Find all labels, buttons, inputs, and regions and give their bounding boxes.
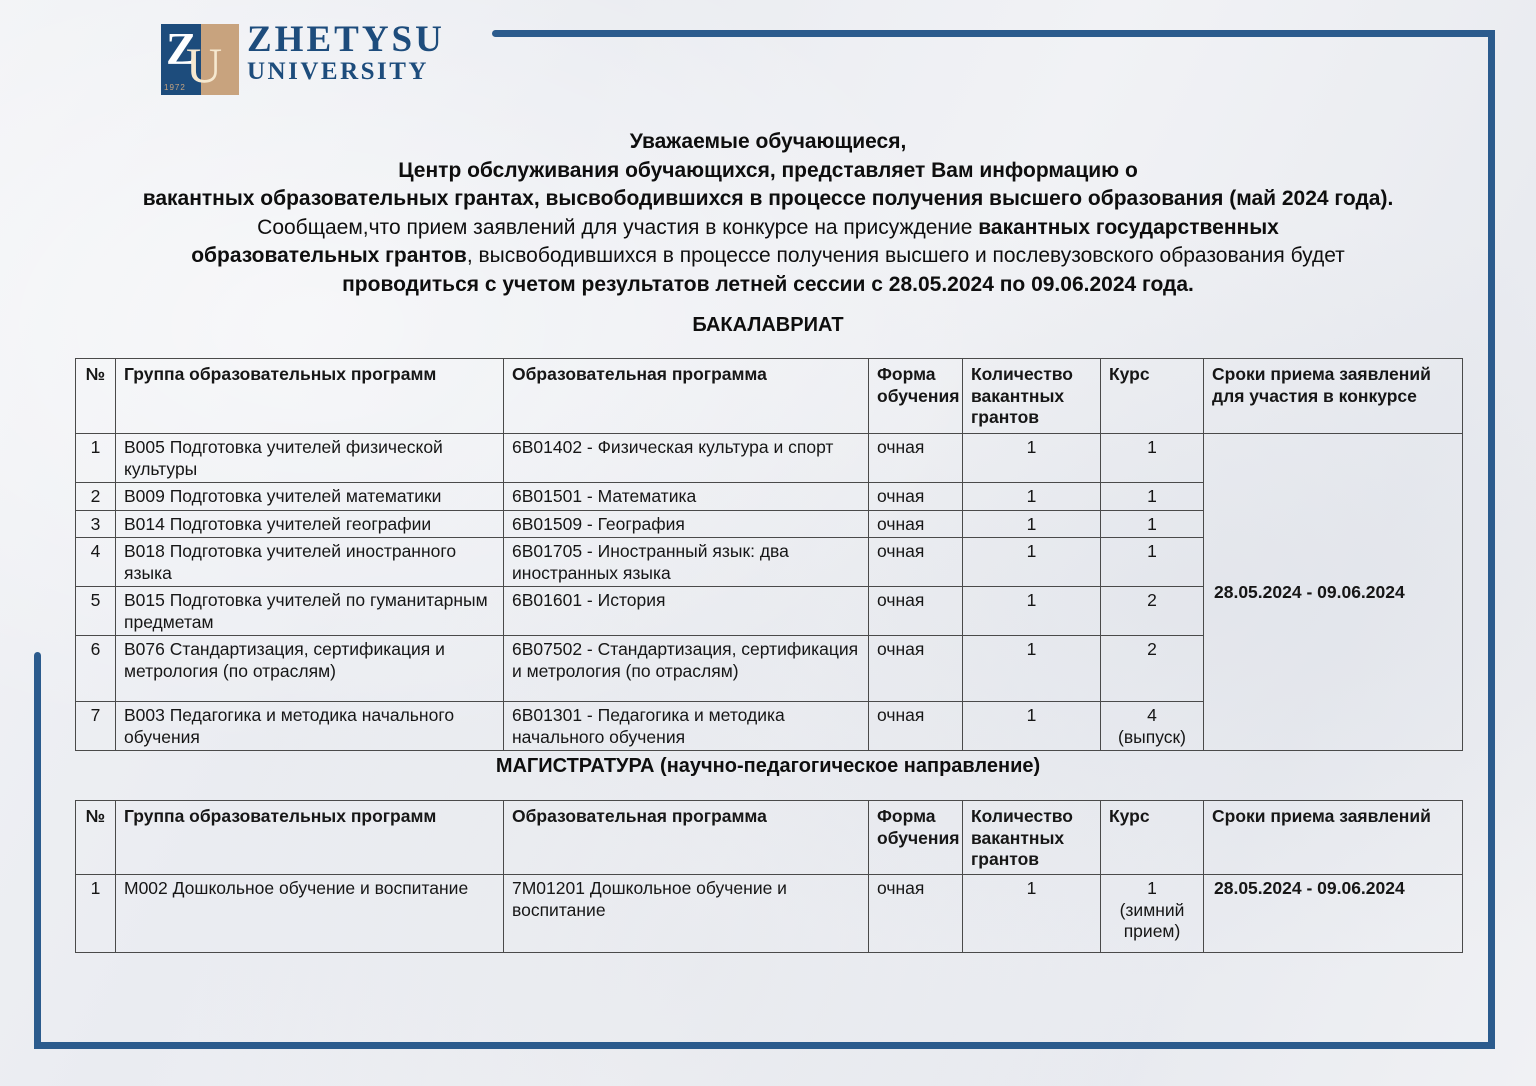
col-header-dates: Сроки приема заявлений для участия в конкурсе [1204,359,1463,434]
col-header-course: Курс [1101,801,1204,875]
university-logo-name [247,21,445,85]
cell-program: 6B07502 - Стандартизация, сертификация и метрология (по отраслям) [504,636,869,702]
cell-group: B003 Педагогика и методика начального обучения [116,702,504,751]
intro-line-4: Сообщаем,что прием заявлений для участия в конкурсе на присуждение вакантных государственных [257,215,1279,239]
deadline-cell: 28.05.2024 - 09.06.2024 [1204,434,1463,751]
cell-form: очная [869,587,963,636]
master-section-title: МАГИСТРАТУРА (научно-педагогическое направление) [495,755,1041,777]
cell-program: 6B01705 - Иностранный язык: два иностранных языка [504,538,869,587]
col-header-count: Количество вакантных грантов [963,801,1101,875]
intro-line-3: вакантных образовательных грантах, высвободившихся в процессе получения высшего образования (май 2024 года). [142,187,1394,210]
cell-form: очная [869,434,963,483]
cell-course: 1 [1101,538,1204,587]
logo-founding-year: 1972 [164,83,186,92]
col-header-num: № [76,801,116,875]
intro-line-1: Уважаемые обучающиеся, [629,130,907,153]
cell-count: 1 [963,538,1101,587]
cell-program: 6B01402 - Физическая культура и спорт [504,434,869,483]
announcement-text [0,128,1536,299]
master-header-row [76,801,1463,875]
col-header-group: Группа образовательных программ [116,801,504,875]
cell-form: очная [869,636,963,702]
deadline-cell: 28.05.2024 - 09.06.2024 [1204,875,1463,953]
cell-count: 1 [963,587,1101,636]
col-header-course: Курс [1101,359,1204,434]
frame-left-rule [34,652,41,1046]
cell-form: очная [869,875,963,953]
cell-program: 7M01201 Дошкольное обучение и воспитание [504,875,869,953]
cell-course: 2 [1101,587,1204,636]
logo-letter-u: U [186,37,223,93]
col-header-num: № [76,359,116,434]
cell-form: очная [869,702,963,751]
bachelor-header-row [76,359,1463,434]
cell-program: 6B01509 - География [504,510,869,538]
col-header-dates: Сроки приема заявлений [1204,801,1463,875]
cell-num: 1 [76,875,116,953]
cell-group: B009 Подготовка учителей математики [116,483,504,511]
cell-group: M002 Дошкольное обучение и воспитание [116,875,504,953]
cell-course: 1 [1101,434,1204,483]
logo-name-bottom: UNIVERSITY [247,58,429,85]
cell-count: 1 [963,702,1101,751]
bachelor-section-title: БАКАЛАВРИАТ [692,314,844,336]
cell-program: 6B01601 - История [504,587,869,636]
cell-group: B015 Подготовка учителей по гуманитарным предметам [116,587,504,636]
logo-name-top: ZHETYSU [247,19,445,60]
bachelor-table [75,358,1463,751]
cell-num: 5 [76,587,116,636]
col-header-group: Группа образовательных программ [116,359,504,434]
intro-line-2: Центр обслуживания обучающихся, представляет Вам информацию о [398,158,1138,182]
logo-letter-z: Z [166,23,197,74]
cell-num: 3 [76,510,116,538]
cell-course: 1 [1101,510,1204,538]
cell-count: 1 [963,875,1101,953]
col-header-count: Количество вакантных грантов [963,359,1101,434]
col-header-form: Форма обучения [869,359,963,434]
col-header-form: Форма обучения [869,801,963,875]
cell-count: 1 [963,434,1101,483]
cell-program: 6B01301 - Педагогика и методика начального обучения [504,702,869,751]
col-header-program: Образовательная программа [504,359,869,434]
cell-group: B014 Подготовка учителей географии [116,510,504,538]
cell-form: очная [869,538,963,587]
cell-count: 1 [963,483,1101,511]
table-row [76,875,1463,953]
cell-group: B018 Подготовка учителей иностранного языка [116,538,504,587]
master-table [75,800,1463,953]
cell-course: 2 [1101,636,1204,702]
cell-group: B076 Стандартизация, сертификация и метрология (по отраслям) [116,636,504,702]
table-row [76,434,1463,483]
frame-bottom-rule [34,1042,1495,1049]
cell-form: очная [869,510,963,538]
cell-num: 7 [76,702,116,751]
intro-line-6: проводиться с учетом результатов летней сессии с 28.05.2024 по 09.06.2024 года. [342,272,1194,296]
intro-line-5: образовательных грантов, высвободившихся в процессе получения высшего и послевузовского образования будет [191,244,1345,267]
cell-group: B005 Подготовка учителей физической культуры [116,434,504,483]
cell-course: 1 (зимний прием) [1101,875,1204,953]
cell-course: 4 (выпуск) [1101,702,1204,751]
cell-num: 4 [76,538,116,587]
frame-top-rule [492,30,1495,37]
cell-count: 1 [963,636,1101,702]
cell-course: 1 [1101,483,1204,511]
col-header-program: Образовательная программа [504,801,869,875]
cell-num: 1 [76,434,116,483]
cell-count: 1 [963,510,1101,538]
cell-num: 2 [76,483,116,511]
cell-program: 6B01501 - Математика [504,483,869,511]
cell-num: 6 [76,636,116,702]
university-logo-emblem [161,24,239,95]
cell-form: очная [869,483,963,511]
